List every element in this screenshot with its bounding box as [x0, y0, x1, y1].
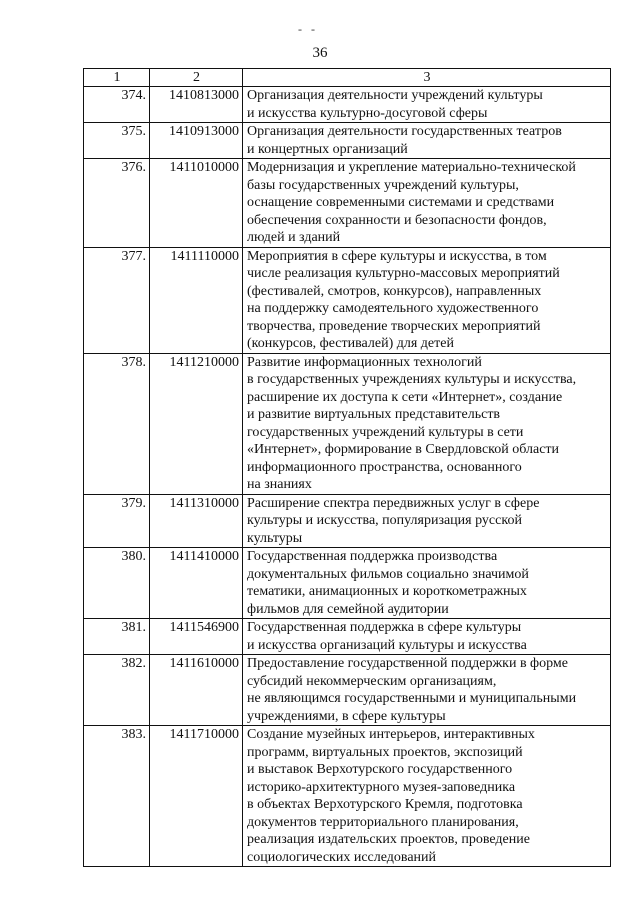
row-number: 379.: [84, 494, 150, 548]
row-description: Организация деятельности учреждений культуры и искусства культурно-досуговой сферы: [243, 87, 611, 123]
row-description: Создание музейных интерьеров, интерактивных программ, виртуальных проектов, экспозиций и выставок Верхотурского государственного историко-архитектурного музея-заповедника в объектах Верхотурского Кремля, подготовка документов территориального планирования, реализация издательских проектов, проведение социологических исследований: [243, 726, 611, 867]
table-row: [84, 494, 611, 548]
table-row: [84, 619, 611, 655]
row-description: Расширение спектра передвижных услуг в сфере культуры и искусства, популяризация русской культуры: [243, 494, 611, 548]
row-code: 1411410000: [150, 548, 243, 619]
row-code: 1410813000: [150, 87, 243, 123]
row-number: 378.: [84, 353, 150, 494]
row-number: 383.: [84, 726, 150, 867]
page-number: 36: [312, 45, 328, 61]
table-row: [84, 548, 611, 619]
table-header-row: [84, 69, 611, 87]
row-number: 374.: [84, 87, 150, 123]
row-number: 382.: [84, 655, 150, 726]
row-description: Государственная поддержка в сфере культуры и искусства организаций культуры и искусства: [243, 619, 611, 655]
row-number: 381.: [84, 619, 150, 655]
row-description: Модернизация и укрепление материально-технической базы государственных учреждений культуры, оснащение современными системами и средствами обеспечения сохранности и безопасности фондов, людей и зданий: [243, 159, 611, 248]
row-code: 1411210000: [150, 353, 243, 494]
budget-classification-table: [83, 68, 611, 867]
row-number: 380.: [84, 548, 150, 619]
table-row: [84, 353, 611, 494]
table-row: [84, 247, 611, 353]
row-number: 375.: [84, 123, 150, 159]
column-header-1: 1: [84, 69, 150, 87]
row-code: 1411610000: [150, 655, 243, 726]
column-header-2: 2: [150, 69, 243, 87]
row-description: Предоставление государственной поддержки в форме субсидий некоммерческим организациям, не являющимся государственными и муниципальными учреждениями, в сфере культуры: [243, 655, 611, 726]
table-row: [84, 123, 611, 159]
row-code: 1411310000: [150, 494, 243, 548]
row-code: 1411110000: [150, 247, 243, 353]
row-description: Развитие информационных технологий в государственных учреждениях культуры и искусства, расширение их доступа к сети «Интернет», создание и развитие виртуальных представительств государственных учреждений культуры в сети «Интернет», формирование в Свердловской области информационного пространства, основанного на знаниях: [243, 353, 611, 494]
table-row: [84, 726, 611, 867]
row-number: 376.: [84, 159, 150, 248]
column-header-3: 3: [243, 69, 611, 87]
table-row: [84, 87, 611, 123]
row-description: Организация деятельности государственных театров и концертных организаций: [243, 123, 611, 159]
row-description: Государственная поддержка производства документальных фильмов социально значимой тематики, анимационных и короткометражных фильмов для семейной аудитории: [243, 548, 611, 619]
row-code: 1411546900: [150, 619, 243, 655]
top-mark: - -: [298, 22, 318, 36]
row-code: 1410913000: [150, 123, 243, 159]
table-row: [84, 159, 611, 248]
row-number: 377.: [84, 247, 150, 353]
table-row: [84, 655, 611, 726]
row-code: 1411710000: [150, 726, 243, 867]
row-description: Мероприятия в сфере культуры и искусства, в том числе реализация культурно-массовых мероприятий (фестивалей, смотров, конкурсов), направленных на поддержку самодеятельного художественного творчества, проведение творческих мероприятий (конкурсов, фестивалей) для детей: [243, 247, 611, 353]
row-code: 1411010000: [150, 159, 243, 248]
